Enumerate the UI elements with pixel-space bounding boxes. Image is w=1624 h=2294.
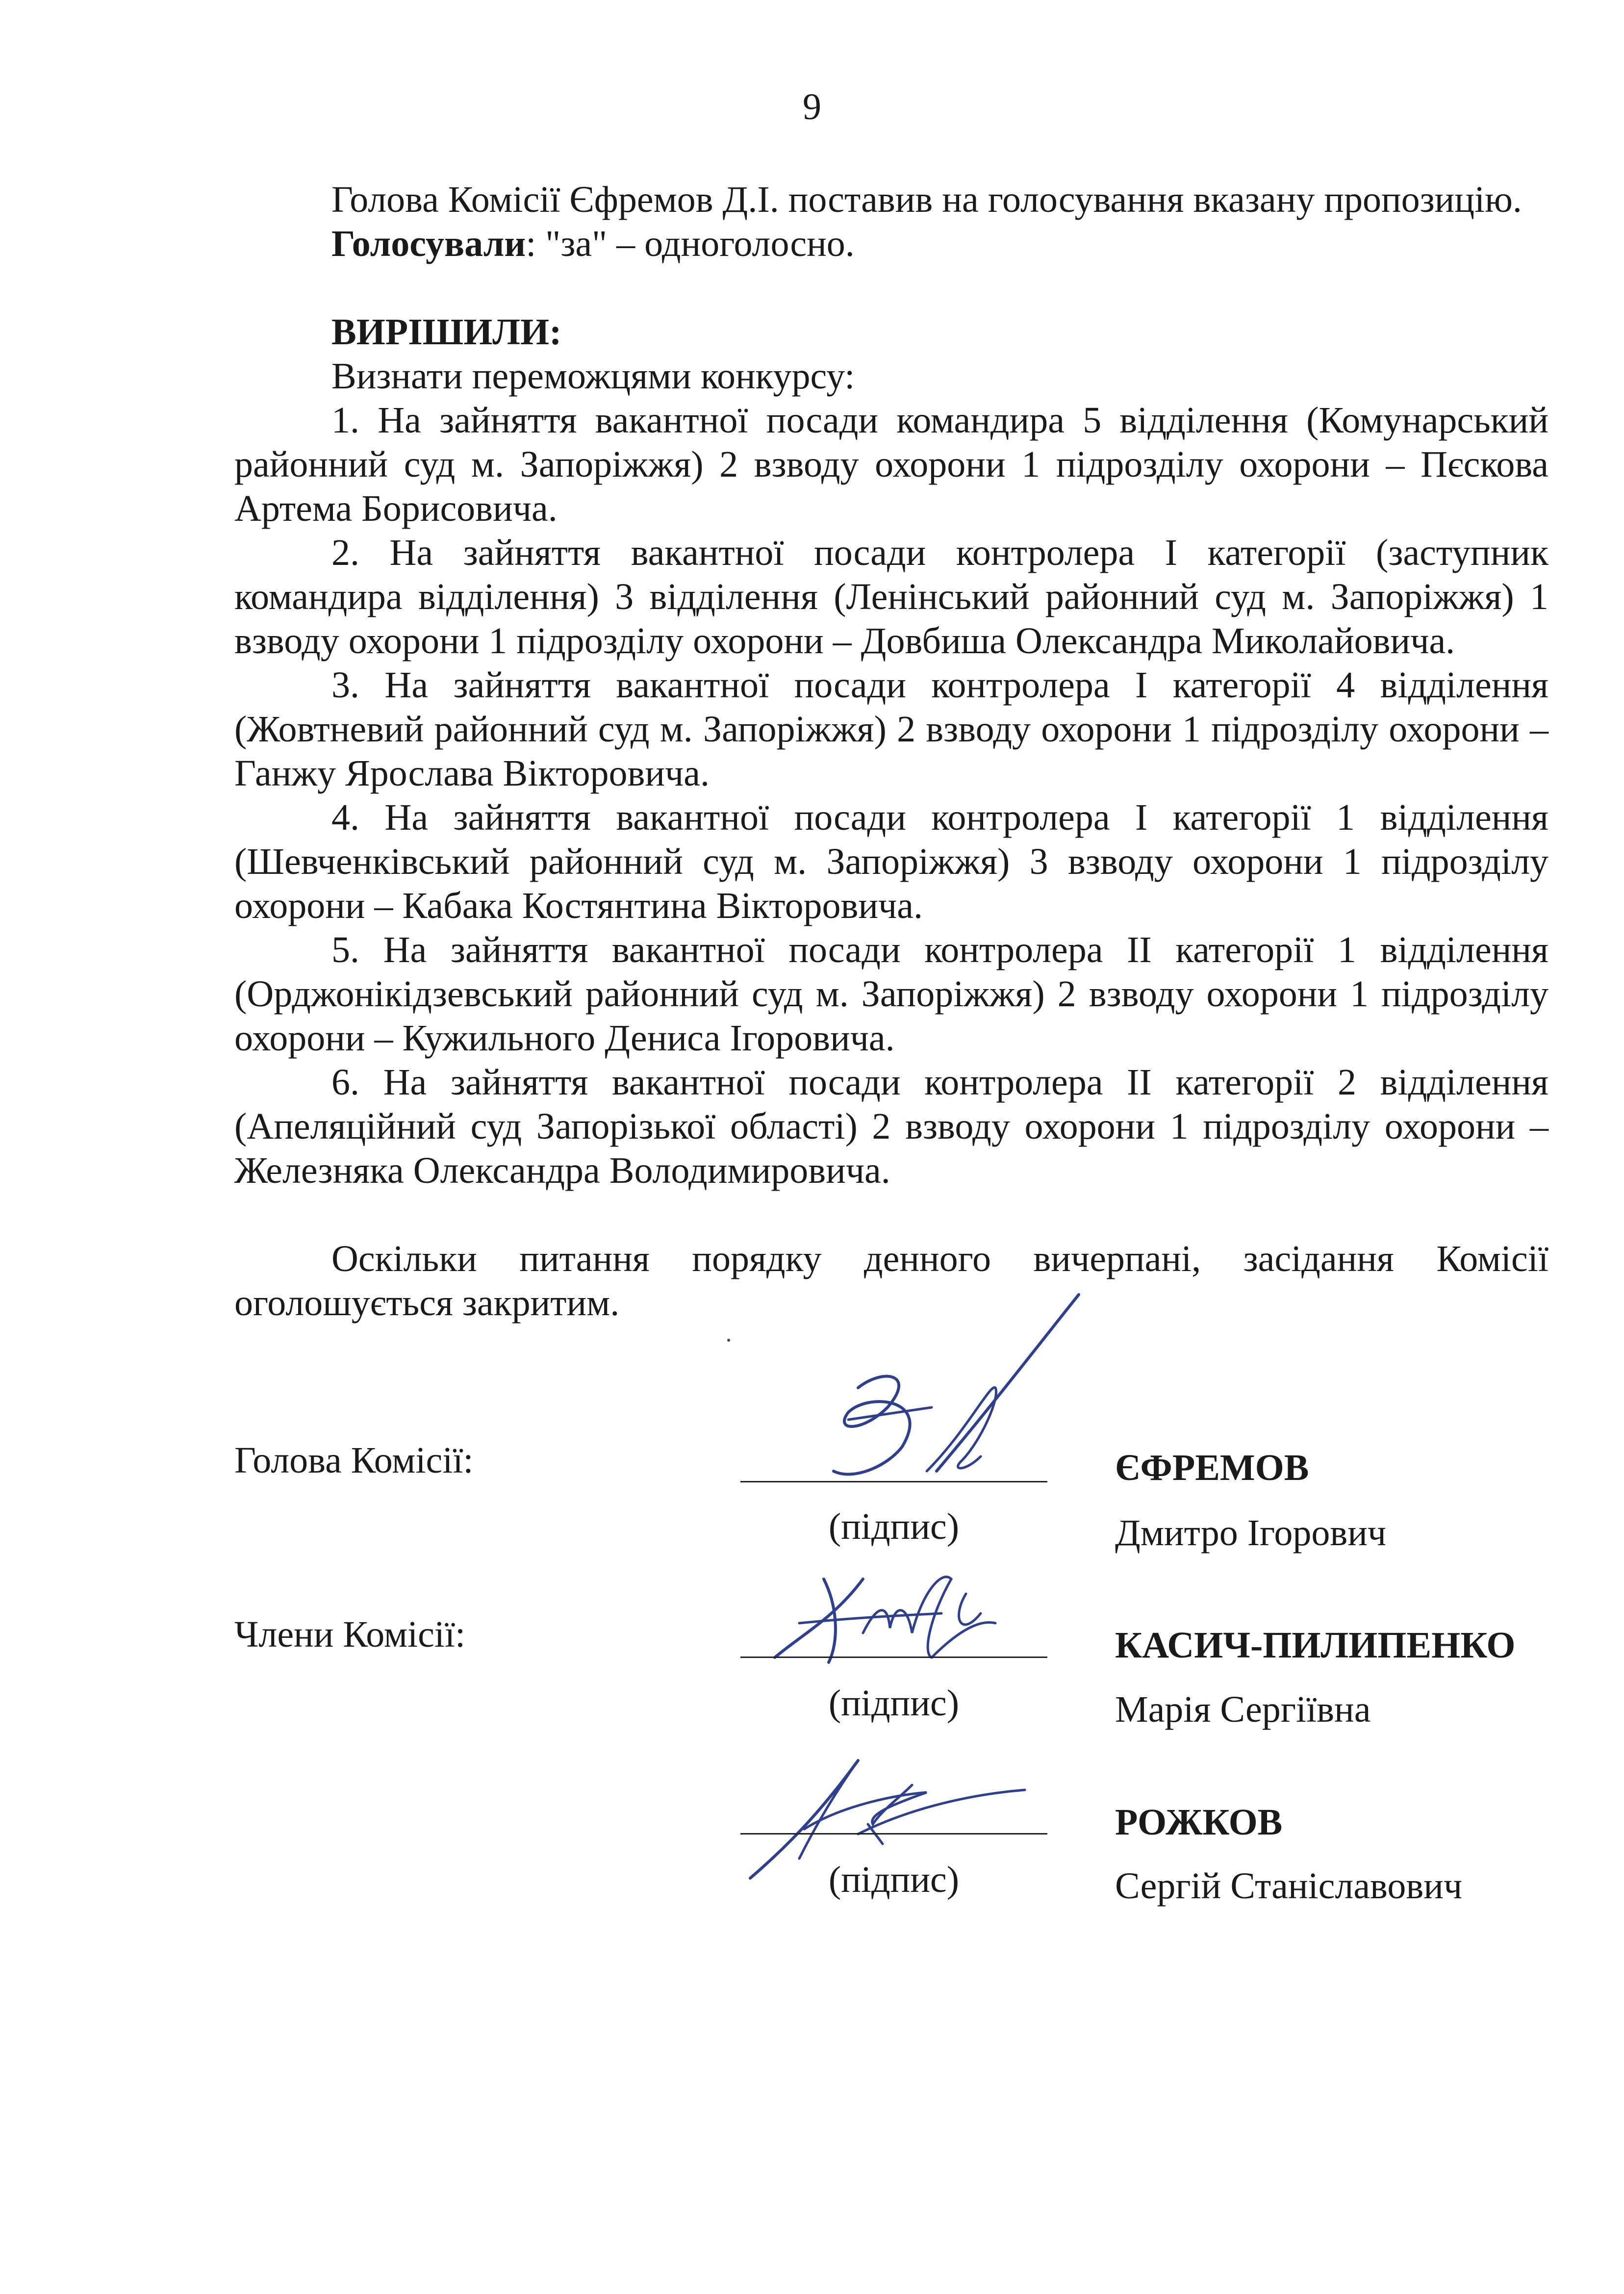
decision-item: 4. На зайняття вакантної посади контролера I категорії 1 відділення (Шевченківський районний суд м. Запоріжжя) 3 взводу охорони 1 підрозділу охорони – Кабака Костянтина Вікторовича. <box>234 797 1548 926</box>
member-surname: КАСИЧ-ПИЛИПЕНКО <box>1115 1625 1516 1666</box>
chair-given-name: Дмитро Ігорович <box>1115 1512 1387 1554</box>
decision-item: 1. На зайняття вакантної посади командира 5 відділення (Комунарський районний суд м. Запоріжжя) 2 взводу охорони 1 підрозділу охорони – Пєскова Артема Борисовича. <box>234 400 1548 529</box>
chair-signature-line <box>740 1481 1047 1482</box>
decision-item: 2. На зайняття вакантної посади контролера I категорії (заступник командира відділення) 3 відділення (Ленінський районний суд м. Запоріжжя) 1 взводу охорони 1 підрозділу охорони – Довбиша Олександра Миколайовича. <box>234 532 1548 662</box>
ink-dot <box>727 1339 730 1342</box>
decision-item: 3. На зайняття вакантної посади контролера I категорії 4 відділення (Жовтневий районний суд м. Запоріжжя) 2 взводу охорони 1 підрозділу охорони – Ганжу Ярослава Вікторовича. <box>234 664 1548 794</box>
vote-call-paragraph: Голова Комісії Єфремов Д.І. поставив на голосування вказану пропозицію. <box>331 179 1522 220</box>
vote-result-paragraph <box>234 222 1548 266</box>
page-number: 9 <box>803 86 821 127</box>
decision-item: 6. На зайняття вакантної посади контролера II категорії 2 відділення (Апеляційний суд Запорізької області) 2 взводу охорони 1 підрозділу охорони – Железняка Олександра Володимировича. <box>234 1062 1548 1191</box>
decided-intro: Визнати переможцями конкурсу: <box>331 356 855 397</box>
vote-label: Голосували <box>331 223 526 264</box>
vote-result: : "за" – одноголосно. <box>526 223 855 264</box>
member-signature-line <box>740 1833 1047 1835</box>
closing-paragraph: Оскільки питання порядку денного вичерпані, засідання Комісії оголошується закритим. <box>234 1238 1548 1324</box>
member-given-name: Марія Сергіївна <box>1115 1689 1371 1730</box>
chair-signature-caption: (підпис) <box>828 1506 960 1547</box>
member-signature <box>765 1559 1040 1677</box>
chair-label: Голова Комісії: <box>234 1440 474 1481</box>
member-signature-caption: (підпис) <box>828 1859 960 1900</box>
member-surname: РОЖКОВ <box>1115 1802 1283 1843</box>
chair-surname: ЄФРЕМОВ <box>1115 1447 1309 1488</box>
members-label: Члени Комісії: <box>234 1614 466 1655</box>
document-body <box>234 178 1548 1325</box>
member-given-name: Сергій Станіславович <box>1115 1865 1463 1907</box>
member-signature-caption: (підпис) <box>828 1682 960 1724</box>
decided-heading: ВИРІШИЛИ: <box>331 311 562 353</box>
chair-signature <box>804 1285 1098 1491</box>
decision-item: 5. На зайняття вакантної посади контролера II категорії 1 відділення (Орджонікідзевський районний суд м. Запоріжжя) 2 взводу охорони 1 підрозділу охорони – Кужильного Дениса Ігоровича. <box>234 929 1548 1059</box>
member-signature-line <box>740 1657 1047 1658</box>
